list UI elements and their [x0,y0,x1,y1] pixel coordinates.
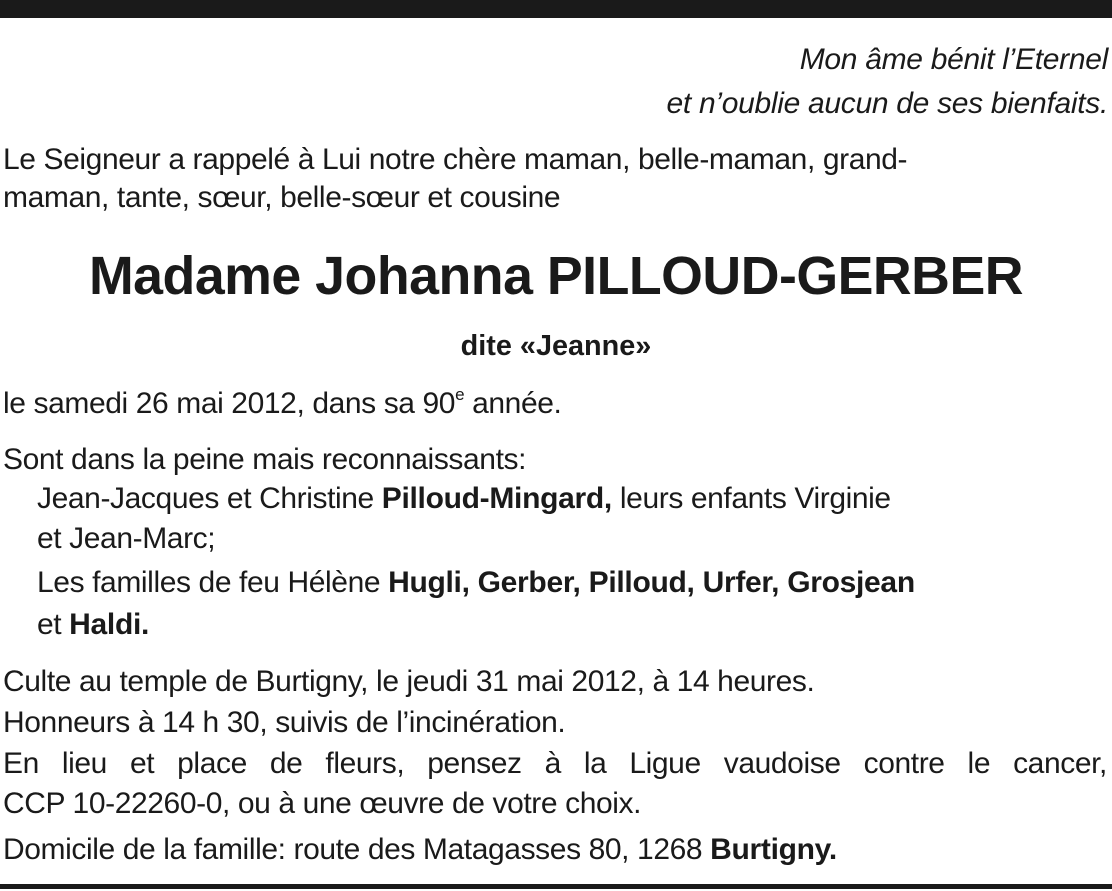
family-1-pre: Jean-Jacques et Christine [37,482,382,515]
date-line-ordinal: e [455,385,465,404]
family-locality: Burtigny. [710,833,837,866]
service-line-2: Honneurs à 14 h 30, suivis de l’incinération. [3,706,566,739]
bottom-rule [0,884,1112,889]
family-address: Domicile de la famille: route des Matagasses 80, 1268 [3,833,711,866]
service-line-3: En lieu et place de fleurs, pensez à la Ligue vaudoise contre le cancer, [3,747,1107,780]
family-2-pre: Les familles de feu Hélène [37,566,389,599]
family-2-cont-pre: et [37,608,70,641]
date-line-end: année. [464,387,562,420]
top-rule [0,0,1112,18]
family-2-line [37,565,915,601]
verse-line-1: Mon âme bénit l’Eternel [799,43,1108,76]
verse-line-2: et n’oublie aucun de ses bienfaits. [666,87,1108,120]
mourners-heading: Sont dans la peine mais reconnaissants: [3,443,527,476]
deceased-name: Madame Johanna PILLOUD-GERBER [88,246,1024,306]
deceased-nickname: dite «Jeanne» [460,330,652,362]
service-line-5 [3,832,837,868]
intro-line-1: Le Seigneur a rappelé à Lui notre chère maman, belle-maman, grand- [3,143,908,176]
service-line-4: CCP 10-22260-0, ou à une œuvre de votre choix. [3,787,642,820]
family-1-line [37,481,891,517]
family-1-surname: Pilloud-Mingard, [381,482,612,515]
service-line-1: Culte au temple de Burtigny, le jeudi 31 mai 2012, à 14 heures. [3,665,815,698]
family-2-continuation [37,607,149,643]
intro-line-2: maman, tante, sœur, belle-sœur et cousine [3,181,561,214]
family-2-cont-surname: Haldi. [69,608,150,641]
family-2-surnames: Hugli, Gerber, Pilloud, Urfer, Grosjean [388,566,915,599]
date-line-text: le samedi 26 mai 2012, dans sa 90 [3,387,456,420]
family-1-continuation: et Jean-Marc; [37,522,216,555]
family-1-post: leurs enfants Virginie [611,482,891,515]
date-line [3,386,561,422]
